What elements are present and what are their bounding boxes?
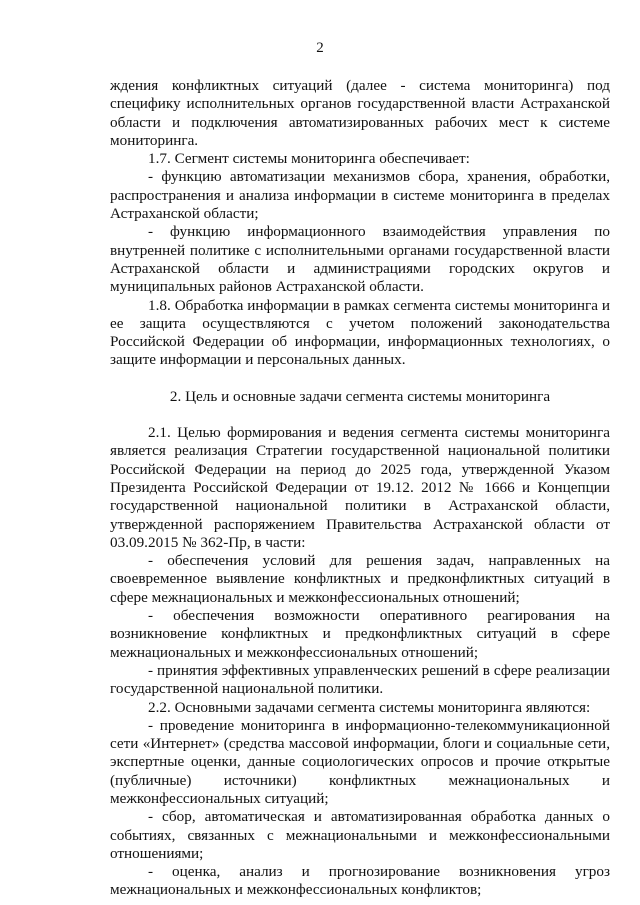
list-item: - оценка, анализ и прогнозирование возникновения угроз межнациональных и межконфессиональных конфликтов; xyxy=(110,863,610,899)
paragraph-2-1: 2.1. Целью формирования и ведения сегмента системы мониторинга является реализация Стратегии государственной национальной политики Российской Федерации на период до 2025 года, утвержденной Указом Президента Российской Федерации от 19.12. 2012 № 1666 и Концепции государственной национальной политики в Астраханской области, утвержденной распоряжением Правительства Астраханской области от 03.09.2015 № 362-Пр, в части: xyxy=(110,424,610,551)
paragraph-1-7: 1.7. Сегмент системы мониторинга обеспечивает: xyxy=(148,150,470,168)
list-item: - функцию информационного взаимодействия управления по внутренней политике с исполнительными органами государственной власти Астраханской области и администрациями городских округов и муниципальных районов Астраханской области. xyxy=(110,223,610,296)
page-number: 2 xyxy=(316,40,324,56)
document-body xyxy=(110,77,610,900)
list-item: - проведение мониторинга в информационно-телекоммуникационной сети «Интернет» (средства массовой информации, блоги и социальные сети, экспертные оценки, данные социологических опросов и прочие открытые (публичные) источники) конфликтных межнациональных и межконфессиональных ситуаций; xyxy=(110,716,610,807)
paragraph-continuation: ждения конфликтных ситуаций (далее - система мониторинга) под специфику исполнительных органов государственной власти Астраханской области и подключения автоматизированных рабочих мест к системе мониторинга. xyxy=(110,77,610,149)
paragraph-2-2: 2.2. Основными задачами сегмента системы мониторинга являются: xyxy=(148,698,591,716)
list-item: - принятия эффективных управленческих решений в сфере реализации государственной национальной политики. xyxy=(110,661,610,698)
list-item: - сбор, автоматическая и автоматизированная обработка данных о событиях, связанных с межнациональными и межконфессиональными отношениями; xyxy=(110,808,610,862)
section-heading: 2. Цель и основные задачи сегмента системы мониторинга xyxy=(169,387,551,405)
list-item: - обеспечения условий для решения задач, направленных на своевременное выявление конфликтных и предконфликтных ситуаций в сфере межнациональных и межконфессиональных отношений; xyxy=(110,552,610,606)
list-item: - функцию автоматизации механизмов сбора, хранения, обработки, распространения и анализа информации в системе мониторинга в пределах Астраханской области; xyxy=(110,168,610,223)
list-item: - обеспечения возможности оперативного реагирования на возникновение конфликтных и предконфликтных ситуаций в сфере межнациональных и межконфессиональных отношений; xyxy=(110,607,610,661)
paragraph-1-8: 1.8. Обработка информации в рамках сегмента системы мониторинга и ее защита осуществляются с учетом положений законодательства Российской Федерации об информации, информационных технологиях, о защите информации и персональных данных. xyxy=(110,296,610,369)
